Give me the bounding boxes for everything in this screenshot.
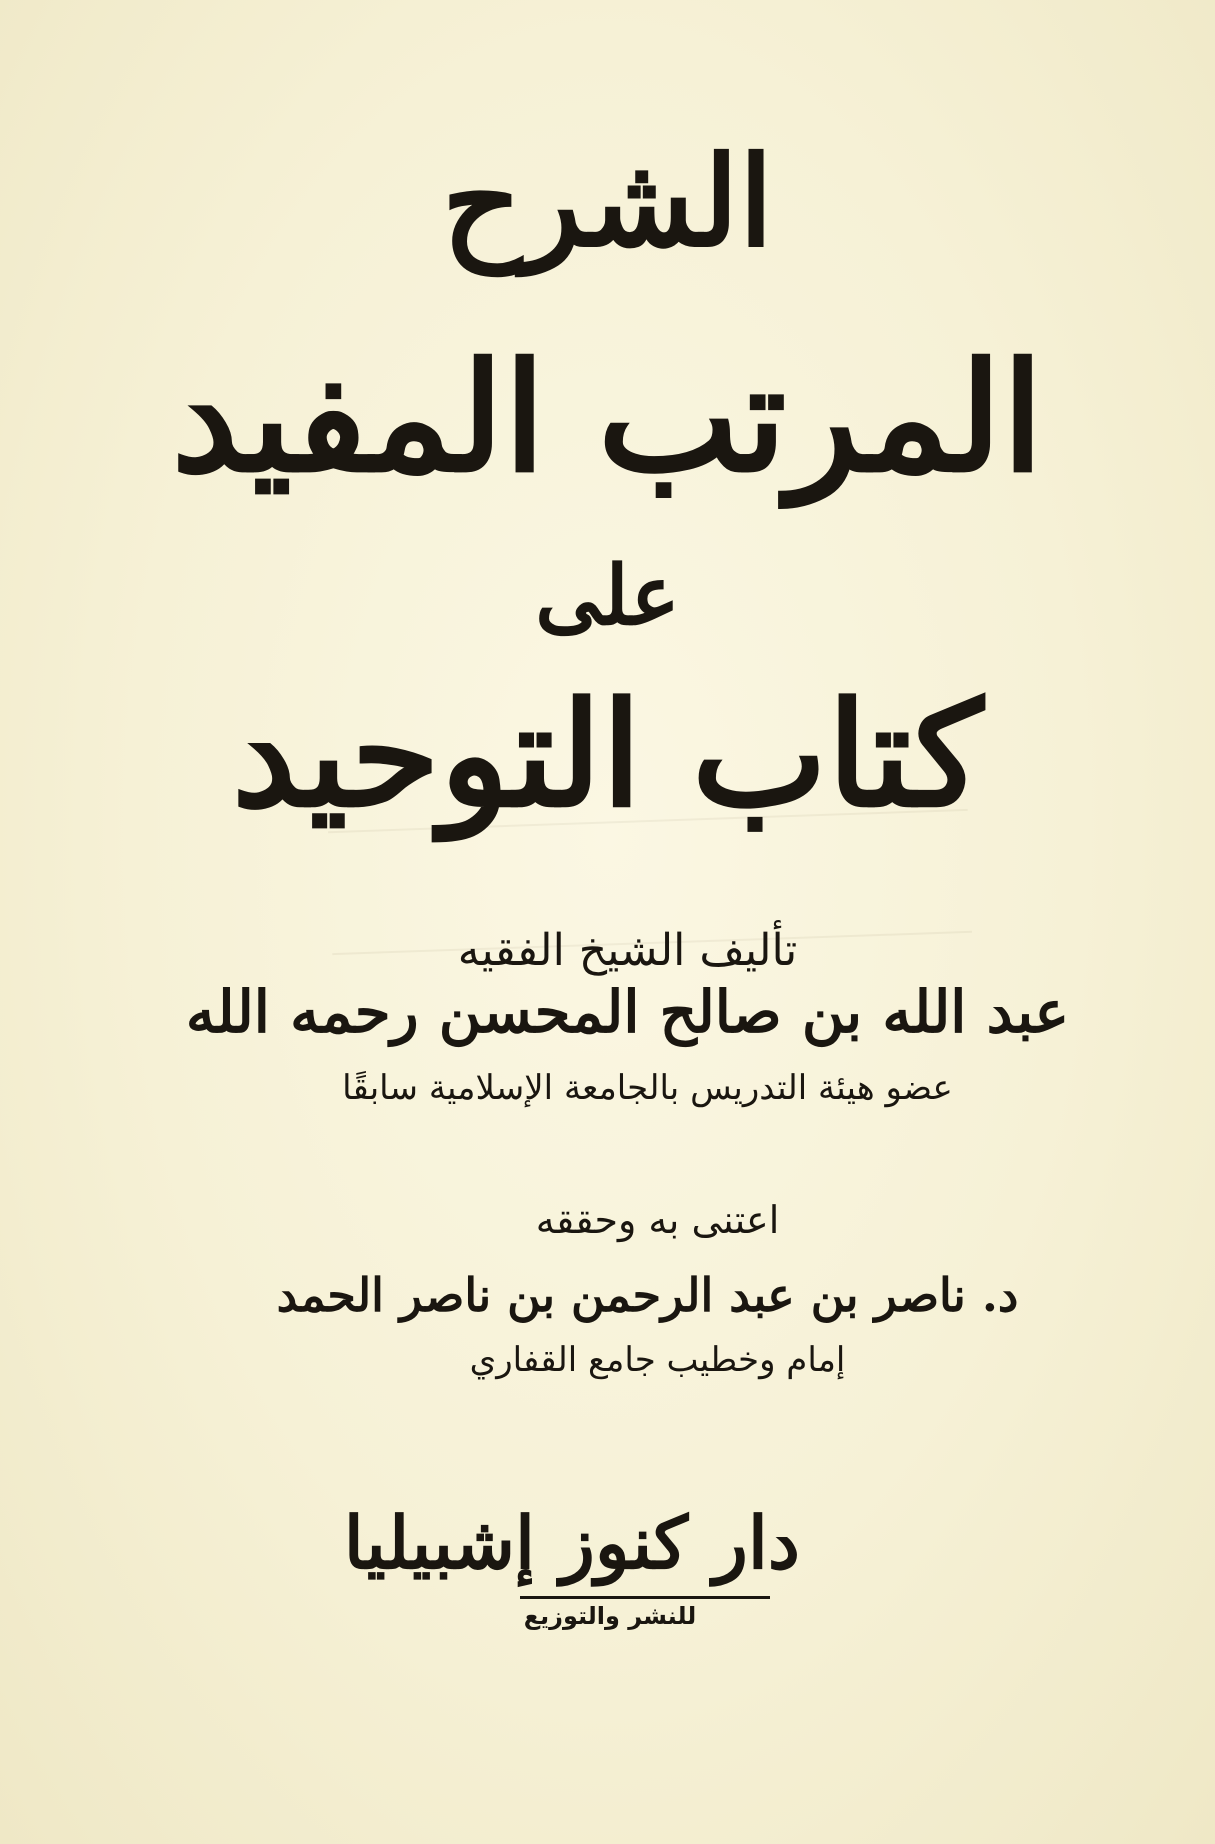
editor-role: إمام وخطيب جامع القفاري — [469, 1340, 846, 1380]
author-role: عضو هيئة التدريس بالجامعة الإسلامية سابقًا — [342, 1068, 953, 1108]
title-line-4: كتاب التوحيد — [231, 670, 984, 839]
author-intro: تأليف الشيخ الفقيه — [457, 925, 798, 976]
publisher-name: دار كنوز إشبيليا — [343, 1500, 800, 1585]
publisher-logo — [343, 1500, 800, 1650]
editor-name: د. ناصر بن عبد الرحمن بن ناصر الحمد — [276, 1268, 1019, 1322]
title-line-3: على — [535, 548, 680, 644]
publisher-rule — [520, 1596, 770, 1599]
editor-intro: اعتنى به وحققه — [535, 1198, 780, 1242]
publisher-tagline: للنشر والتوزيع — [523, 1602, 697, 1630]
title-line-1: الشرح — [441, 130, 774, 275]
author-name: عبد الله بن صالح المحسن رحمه الله — [185, 978, 1070, 1046]
title-line-2: المرتب المفيد — [171, 330, 1044, 506]
